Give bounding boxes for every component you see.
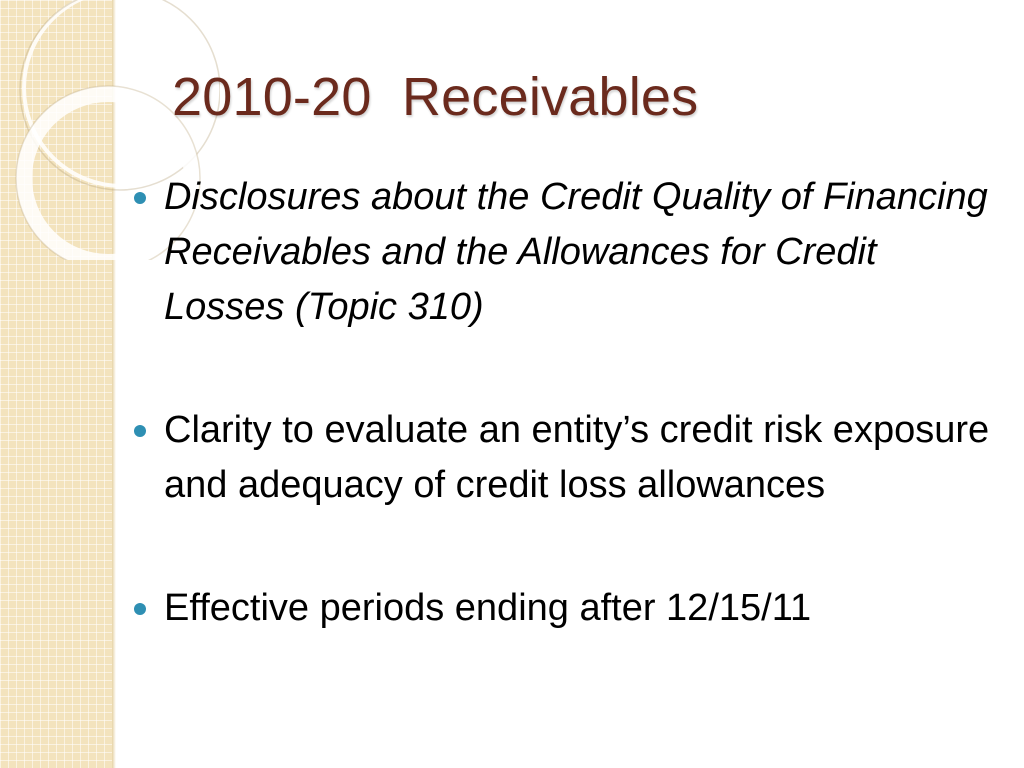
- bullet-text: Disclosures about the Credit Quality of Financing Receivables and the Allowances for Credit Losses (Topic 310): [164, 176, 988, 328]
- bullet-item-effective: [132, 581, 1002, 636]
- bullet-text: Clarity to evaluate an entity’s credit risk exposure and adequacy of credit loss allowances: [164, 409, 990, 506]
- slide-title: 2010-20 Receivables: [172, 67, 699, 127]
- bullet-marker: [134, 425, 146, 437]
- bullet-marker: [134, 192, 146, 204]
- bullet-text: Effective periods ending after 12/15/11: [164, 587, 812, 629]
- bullet-item-clarity: [132, 403, 1002, 513]
- bullet-list: [132, 170, 1002, 636]
- bullet-item-disclosures: [132, 170, 1002, 335]
- bullet-marker: [134, 603, 146, 615]
